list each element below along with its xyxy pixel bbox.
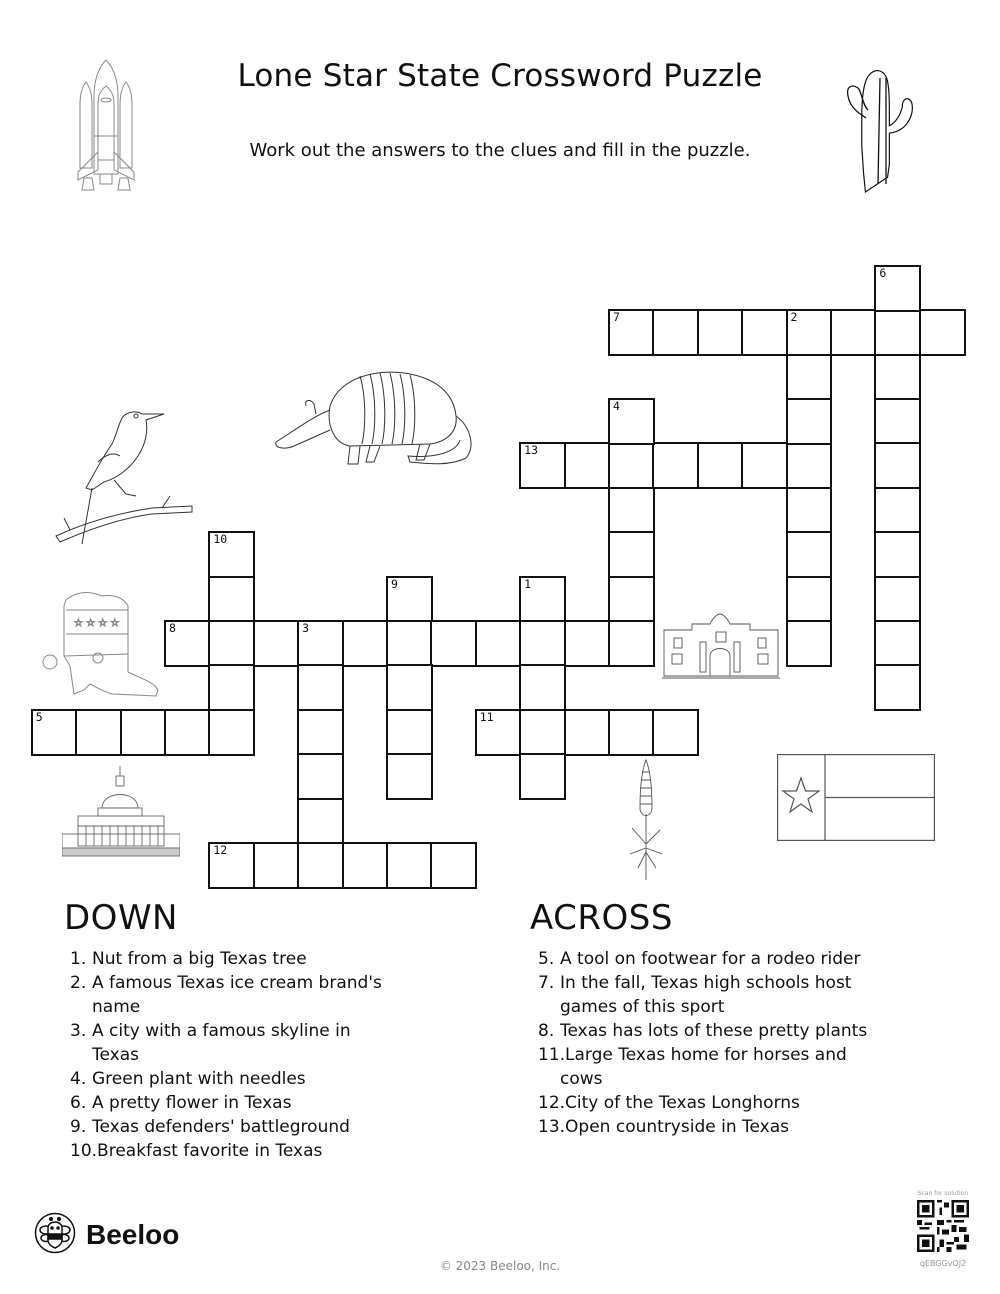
clue-item-text: In the fall, Texas high schools host games of this sport	[560, 973, 852, 1017]
letter-input[interactable]	[210, 578, 253, 621]
letter-input[interactable]	[610, 489, 653, 532]
grid-cell[interactable]	[386, 709, 433, 756]
letter-input[interactable]	[521, 755, 564, 798]
clue-item-number: 12.	[538, 1093, 566, 1113]
letter-input[interactable]	[388, 844, 431, 887]
grid-cell[interactable]	[475, 620, 522, 667]
clue-item-number: 11.	[538, 1045, 566, 1065]
grid-cell[interactable]	[564, 620, 611, 667]
grid-cell[interactable]	[519, 442, 566, 489]
letter-input[interactable]	[521, 578, 564, 621]
letter-input[interactable]	[477, 711, 520, 754]
grid-cell[interactable]	[697, 442, 744, 489]
letter-input[interactable]	[166, 622, 209, 665]
letter-input[interactable]	[876, 489, 919, 532]
grid-cell[interactable]	[386, 664, 433, 711]
letter-input[interactable]	[388, 578, 431, 621]
letter-input[interactable]	[299, 755, 342, 798]
grid-cell[interactable]	[919, 309, 966, 356]
letter-input[interactable]	[788, 444, 831, 487]
clue-item-number: 13.	[538, 1117, 566, 1137]
letter-input[interactable]	[699, 444, 742, 487]
grid-cell[interactable]	[786, 531, 833, 578]
clue-item	[534, 1019, 884, 1043]
letter-input[interactable]	[876, 267, 919, 310]
grid-cell[interactable]	[208, 620, 255, 667]
grid-cell[interactable]	[386, 620, 433, 667]
clue-number: 4	[612, 398, 620, 413]
grid-cell[interactable]	[786, 354, 833, 401]
letter-input[interactable]	[566, 622, 609, 665]
grid-cell[interactable]	[874, 487, 921, 534]
grid-cell[interactable]	[786, 576, 833, 623]
letter-input[interactable]	[521, 444, 564, 487]
clue-item-number: 3.	[70, 1021, 87, 1041]
solution-qr[interactable]	[912, 1190, 974, 1268]
grid-cell[interactable]	[120, 709, 167, 756]
down-heading: DOWN	[64, 898, 178, 938]
grid-cell[interactable]	[208, 709, 255, 756]
clue-number: 1	[524, 576, 532, 591]
grid-cell[interactable]	[297, 664, 344, 711]
letter-input[interactable]	[388, 755, 431, 798]
grid-cell[interactable]	[342, 842, 389, 889]
grid-cell[interactable]	[164, 709, 211, 756]
letter-input[interactable]	[477, 622, 520, 665]
letter-input[interactable]	[788, 489, 831, 532]
grid-cell[interactable]	[786, 398, 833, 445]
letter-input[interactable]	[432, 844, 475, 887]
letter-input[interactable]	[299, 711, 342, 754]
letter-input[interactable]	[566, 444, 609, 487]
grid-cell[interactable]	[386, 753, 433, 800]
clue-item-number: 1.	[70, 949, 87, 969]
page-title: Lone Star State Crossword Puzzle	[237, 58, 763, 94]
clue-item-number: 4.	[70, 1069, 87, 1089]
qr-code-icon	[917, 1200, 969, 1252]
grid-cell[interactable]	[741, 309, 788, 356]
letter-input[interactable]	[610, 311, 653, 354]
letter-input[interactable]	[654, 711, 697, 754]
letter-input[interactable]	[210, 844, 253, 887]
grid-cell[interactable]	[297, 709, 344, 756]
grid-cell[interactable]	[430, 620, 477, 667]
clue-item-text: Large Texas home for horses and cows	[560, 1045, 847, 1089]
letter-input[interactable]	[654, 444, 697, 487]
letter-input[interactable]	[388, 666, 431, 709]
grid-cell[interactable]	[564, 442, 611, 489]
grid-cell[interactable]	[608, 442, 655, 489]
grid-cell[interactable]	[874, 531, 921, 578]
letter-input[interactable]	[743, 311, 786, 354]
clue-item-text: A pretty flower in Texas	[92, 1093, 292, 1113]
grid-cell[interactable]	[652, 709, 699, 756]
clue-item-text: A city with a famous skyline in Texas	[92, 1021, 351, 1065]
clue-item	[66, 1019, 386, 1067]
letter-input[interactable]	[876, 400, 919, 443]
clue-item	[534, 971, 884, 1019]
grid-cell[interactable]	[386, 842, 433, 889]
letter-input[interactable]	[610, 533, 653, 576]
clue-item-number: 9.	[70, 1117, 87, 1137]
grid-cell[interactable]	[697, 309, 744, 356]
letter-input[interactable]	[33, 711, 76, 754]
letter-input[interactable]	[876, 622, 919, 665]
grid-cell[interactable]	[208, 576, 255, 623]
clue-item-number: 10.	[70, 1141, 98, 1161]
clue-number: 3	[302, 620, 310, 635]
across-heading: ACROSS	[530, 898, 673, 938]
grid-cell[interactable]	[75, 709, 122, 756]
clue-number: 11	[479, 709, 494, 724]
clue-item	[534, 947, 884, 971]
grid-cell[interactable]	[786, 309, 833, 356]
clue-item-number: 5.	[538, 949, 555, 969]
clue-item	[66, 1115, 386, 1139]
letter-input[interactable]	[788, 400, 831, 443]
instructions: Work out the answers to the clues and fill in the puzzle.	[249, 140, 751, 161]
grid-cell[interactable]	[519, 753, 566, 800]
across-clues	[534, 947, 884, 1139]
qr-caption: Scan for solution	[917, 1190, 969, 1197]
grid-cell[interactable]	[608, 487, 655, 534]
letter-input[interactable]	[743, 444, 786, 487]
letter-input[interactable]	[921, 311, 964, 354]
clue-item-text: City of the Texas Longhorns	[565, 1093, 800, 1113]
grid-cell[interactable]	[741, 442, 788, 489]
letter-input[interactable]	[210, 533, 253, 576]
clue-item-text: Breakfast favorite in Texas	[97, 1141, 323, 1161]
grid-cell[interactable]	[786, 487, 833, 534]
clue-item	[534, 1091, 884, 1115]
letter-input[interactable]	[299, 666, 342, 709]
letter-input[interactable]	[344, 844, 387, 887]
letter-input[interactable]	[788, 311, 831, 354]
clue-item-text: Nut from a big Texas tree	[92, 949, 307, 969]
letter-input[interactable]	[299, 800, 342, 843]
grid-cell[interactable]	[297, 842, 344, 889]
grid-cell[interactable]	[430, 842, 477, 889]
clue-item	[66, 1067, 386, 1091]
letter-input[interactable]	[521, 711, 564, 754]
grid-cell[interactable]	[652, 309, 699, 356]
grid-cell[interactable]	[297, 753, 344, 800]
clue-item-text: A tool on footwear for a rodeo rider	[560, 949, 861, 969]
clue-item-number: 7.	[538, 973, 555, 993]
grid-cell[interactable]	[608, 309, 655, 356]
grid-cell[interactable]	[519, 664, 566, 711]
letter-input[interactable]	[77, 711, 120, 754]
letter-input[interactable]	[876, 311, 919, 354]
letter-input[interactable]	[832, 311, 875, 354]
grid-cell[interactable]	[519, 709, 566, 756]
grid-cell[interactable]	[786, 620, 833, 667]
qr-code-id: qEBGGvOJ2	[919, 1259, 967, 1268]
clue-item-text: Green plant with needles	[92, 1069, 306, 1089]
grid-cell[interactable]	[608, 531, 655, 578]
clue-number: 6	[879, 265, 887, 280]
letter-input[interactable]	[699, 311, 742, 354]
letter-input[interactable]	[299, 622, 342, 665]
letter-input[interactable]	[876, 578, 919, 621]
letter-input[interactable]	[876, 356, 919, 399]
letter-input[interactable]	[210, 711, 253, 754]
letter-input[interactable]	[255, 622, 298, 665]
clue-item	[66, 971, 386, 1019]
clue-item	[534, 1043, 884, 1091]
clue-number: 8	[168, 620, 176, 635]
bee-icon	[34, 1212, 76, 1258]
letter-input[interactable]	[255, 844, 298, 887]
grid-cell[interactable]	[874, 398, 921, 445]
letter-input[interactable]	[788, 578, 831, 621]
grid-cell[interactable]	[386, 576, 433, 623]
letter-input[interactable]	[876, 533, 919, 576]
grid-cell[interactable]	[208, 664, 255, 711]
clue-item-number: 6.	[70, 1093, 87, 1113]
grid-cell[interactable]	[208, 531, 255, 578]
letter-input[interactable]	[122, 711, 165, 754]
copyright: © 2023 Beeloo, Inc.	[439, 1259, 561, 1273]
letter-input[interactable]	[876, 444, 919, 487]
grid-cell[interactable]	[475, 709, 522, 756]
letter-input[interactable]	[521, 666, 564, 709]
letter-input[interactable]	[388, 622, 431, 665]
grid-cell[interactable]	[874, 442, 921, 489]
letter-input[interactable]	[344, 622, 387, 665]
letter-input[interactable]	[210, 666, 253, 709]
letter-input[interactable]	[788, 533, 831, 576]
grid-cell[interactable]	[31, 709, 78, 756]
letter-input[interactable]	[788, 356, 831, 399]
grid-cell[interactable]	[874, 576, 921, 623]
letter-input[interactable]	[210, 622, 253, 665]
clue-item-text: A famous Texas ice cream brand's name	[92, 973, 382, 1017]
grid-cell[interactable]	[564, 709, 611, 756]
grid-cell[interactable]	[519, 576, 566, 623]
grid-cell[interactable]	[874, 620, 921, 667]
letter-input[interactable]	[299, 844, 342, 887]
grid-cell[interactable]	[342, 620, 389, 667]
letter-input[interactable]	[876, 666, 919, 709]
clue-item-number: 8.	[538, 1021, 555, 1041]
grid-cell[interactable]	[253, 842, 300, 889]
brand-name: Beeloo	[86, 1219, 180, 1250]
letter-input[interactable]	[521, 622, 564, 665]
clue-number: 9	[390, 576, 398, 591]
letter-input[interactable]	[610, 444, 653, 487]
clue-number: 5	[35, 709, 43, 724]
grid-cell[interactable]	[874, 309, 921, 356]
svg-text:☆ ☆ ☆ ☆: ☆ ☆ ☆ ☆	[74, 618, 120, 629]
grid-cell[interactable]	[786, 442, 833, 489]
letter-input[interactable]	[610, 578, 653, 621]
grid-cell[interactable]	[164, 620, 211, 667]
grid-cell[interactable]	[208, 842, 255, 889]
grid-cell[interactable]	[519, 620, 566, 667]
clue-item	[66, 1139, 386, 1163]
clue-number: 7	[612, 310, 620, 325]
grid-cell[interactable]	[874, 664, 921, 711]
grid-cell[interactable]	[297, 620, 344, 667]
letter-input[interactable]	[788, 622, 831, 665]
clue-item	[534, 1115, 884, 1139]
grid-cell[interactable]	[608, 398, 655, 445]
clue-number: 2	[790, 310, 798, 325]
clue-number: 13	[524, 443, 538, 458]
letter-input[interactable]	[610, 400, 653, 443]
grid-cell[interactable]	[297, 798, 344, 845]
clue-item-text: Texas defenders' battleground	[92, 1117, 350, 1137]
clue-item	[66, 1091, 386, 1115]
grid-cell[interactable]	[652, 442, 699, 489]
grid-cell[interactable]	[874, 265, 921, 312]
grid-cell[interactable]	[830, 309, 877, 356]
grid-cell[interactable]	[608, 620, 655, 667]
clue-number: 10	[213, 532, 228, 547]
letter-input[interactable]	[610, 622, 653, 665]
letter-input[interactable]	[388, 711, 431, 754]
clue-item-text: Texas has lots of these pretty plants	[560, 1021, 868, 1041]
letter-input[interactable]	[654, 311, 697, 354]
letter-input[interactable]	[566, 711, 609, 754]
grid-cell[interactable]	[253, 620, 300, 667]
down-clues	[66, 947, 386, 1163]
grid-cell[interactable]	[608, 576, 655, 623]
letter-input[interactable]	[610, 711, 653, 754]
clue-item	[66, 947, 386, 971]
grid-cell[interactable]	[608, 709, 655, 756]
grid-cell[interactable]	[874, 354, 921, 401]
clue-number: 12	[213, 842, 228, 857]
clue-item-number: 2.	[70, 973, 87, 993]
letter-input[interactable]	[432, 622, 475, 665]
clue-item-text: Open countryside in Texas	[565, 1117, 789, 1137]
letter-input[interactable]	[166, 711, 209, 754]
beeloo-logo[interactable]	[34, 1212, 179, 1258]
